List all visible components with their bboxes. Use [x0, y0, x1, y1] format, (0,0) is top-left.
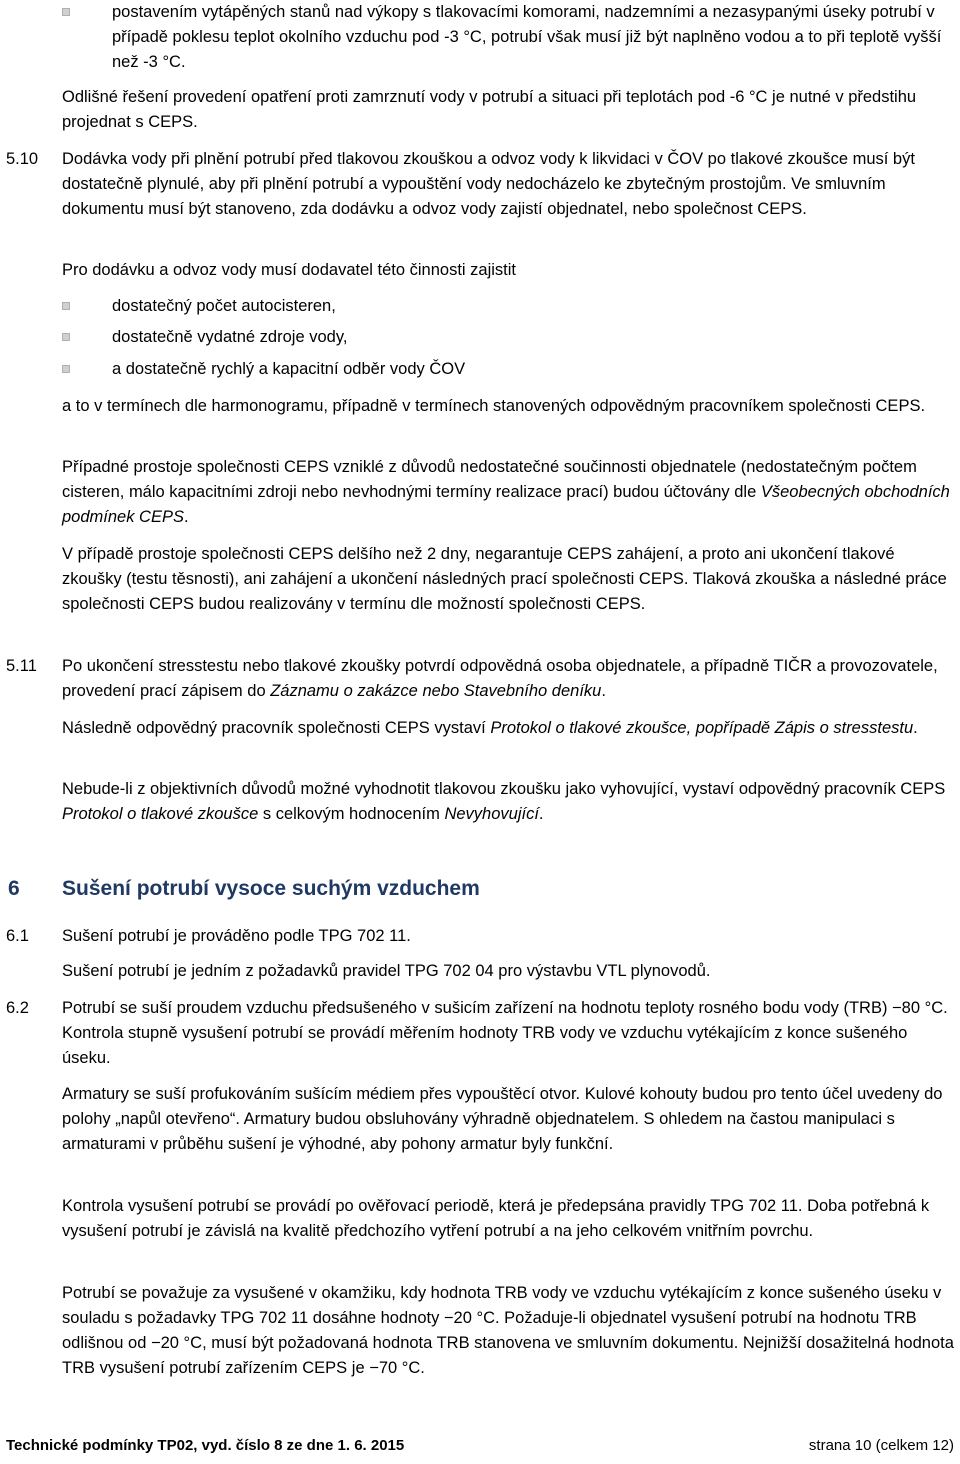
bullet-marker — [62, 8, 70, 16]
s5-10-bullet-2: dostatečně vydatné zdroje vody, — [112, 328, 348, 346]
s5-10-paragraph-4: Případné prostoje společnosti CEPS vzniklé z důvodů nedostatečné součinnosti objednatele (nedostatečným počtem cisteren, málo kapacitními zdroji nebo nevhodnými termíny realizace prací) budou účtovány dle Všeobecných obchodních podmínek CEPS. — [62, 458, 950, 526]
s5-10-paragraph-3: a to v termínech dle harmonogramu, případně v termínech stanovených odpovědným pracovníkem společnosti CEPS. — [62, 397, 926, 415]
s5-10-bullet-3: a dostatečně rychlý a kapacitní odběr vody ČOV — [112, 360, 466, 378]
s5-10-paragraph-1: Dodávka vody při plnění potrubí před tlakovou zkouškou a odvoz vody k likvidaci v ČOV po tlakové zkoušce musí být dostatečně plynulé, aby při plnění potrubí a vypouštění vody nedocházelo ke zbytečným prostojům. Ve smluvním dokumentu musí být stanoveno, zda dodávku a odvoz vody zajistí objednatel, nebo společnost CEPS. — [62, 150, 915, 218]
section-number-5-11: 5.11 — [6, 657, 37, 675]
s6-2-paragraph-4: Potrubí se považuje za vysušené v okamžiku, kdy hodnota TRB vody ve vzduchu vytékajícím z konce sušeného úseku v souladu s požadavky TPG 702 11 dosáhne hodnoty −20 °C. Požaduje-li objednatel vysušení potrubí na hodnotu TRB odlišnou od −20 °C, musí být požadovaná hodnota TRB stanovena ve smluvním dokumentu. Nejnižší dosažitelná hodnota TRB vysušení potrubí zařízením CEPS je −70 °C. — [62, 1284, 954, 1377]
top-bullet-text: postavením vytápěných stanů nad výkopy s tlakovacími komorami, nadzemními a nezasypanými úseky potrubí v případě poklesu teplot okolního vzduchu pod -3 °C, potrubí však musí již být naplněno vodou a to při teplotě vyšší než -3 °C. — [112, 3, 942, 71]
paragraph-odlisne: Odlišné řešení provedení opatření proti zamrznutí vody v potrubí a situaci při teplotách pod -6 °C je nutné v předstihu projednat s CEPS. — [62, 88, 917, 131]
bullet-marker — [62, 333, 70, 341]
s5-11-paragraph-2: Následně odpovědný pracovník společnosti CEPS vystaví Protokol o tlakové zkoušce, popřípadě Zápis o stresstestu. — [62, 719, 918, 737]
s5-11-paragraph-3: Nebude-li z objektivních důvodů možné vyhodnotit tlakovou zkoušku jako vyhovující, vystaví odpovědný pracovník CEPS Protokol o tlakové zkoušce s celkovým hodnocením Nevyhovující. — [62, 780, 946, 823]
section-number-6-1: 6.1 — [6, 927, 29, 945]
s6-2-paragraph-3: Kontrola vysušení potrubí se provádí po ověřovací periodě, která je předepsána pravidly TPG 702 11. Doba potřebná k vysušení potrubí je závislá na kvalitě předchozího vytření potrubí a na jeho celkovém vnitřním povrchu. — [62, 1197, 930, 1240]
section-number-6-2: 6.2 — [6, 999, 29, 1017]
s6-1-paragraph-2: Sušení potrubí je jedním z požadavků pravidel TPG 702 04 pro výstavbu VTL plynovodů. — [62, 962, 711, 980]
s5-11-paragraph-1: Po ukončení stresstestu nebo tlakové zkoušky potvrdí odpovědná osoba objednatele, a případně TIČR a provozovatele, provedení prací zápisem do Záznamu o zakázce nebo Stavebního deníku. — [62, 657, 938, 700]
chapter-number: 6 — [8, 877, 20, 900]
s5-10-paragraph-5: V případě prostoje společnosti CEPS delšího než 2 dny, negarantuje CEPS zahájení, a proto ani ukončení tlakové zkoušky (testu těsnosti), ani zahájení a ukončení následných prací společnosti CEPS. Tlaková zkouška a následné práce společnosti CEPS budou realizovány v termínu dle možností společnosti CEPS. — [62, 545, 947, 613]
s6-1-paragraph-1: Sušení potrubí je prováděno podle TPG 702 11. — [62, 927, 411, 945]
s6-2-paragraph-2: Armatury se suší profukováním sušícím médiem přes vypouštěcí otvor. Kulové kohouty budou pro tento účel uvedeny do polohy „napůl otevřeno“. Armatury budou obsluhovány výhradně objednatelem. S ohledem na častou manipulaci s armaturami v průběhu sušení je výhodné, aby pohony armatur byly funkční. — [62, 1085, 943, 1153]
s6-2-paragraph-1: Potrubí se suší proudem vzduchu předsušeného v sušicím zařízení na hodnotu teploty rosného bodu vody (TRB) −80 °C. Kontrola stupně vysušení potrubí se provádí měřením hodnoty TRB vody ve vzduchu vytékajícím z konce sušeného úseku. — [62, 999, 948, 1067]
footer-page-number: strana 10 (celkem 12) — [808, 1437, 954, 1454]
bullet-marker — [62, 302, 70, 310]
s5-10-paragraph-2: Pro dodávku a odvoz vody musí dodavatel této činnosti zajistit — [62, 261, 516, 279]
footer-document-info: Technické podmínky TP02, vyd. číslo 8 ze dne 1. 6. 2015 — [6, 1437, 405, 1454]
bullet-marker — [62, 365, 70, 373]
chapter-title: Sušení potrubí vysoce suchým vzduchem — [62, 877, 480, 900]
s5-10-bullet-1: dostatečný počet autocisteren, — [112, 297, 336, 315]
section-number-5-10: 5.10 — [6, 150, 39, 168]
